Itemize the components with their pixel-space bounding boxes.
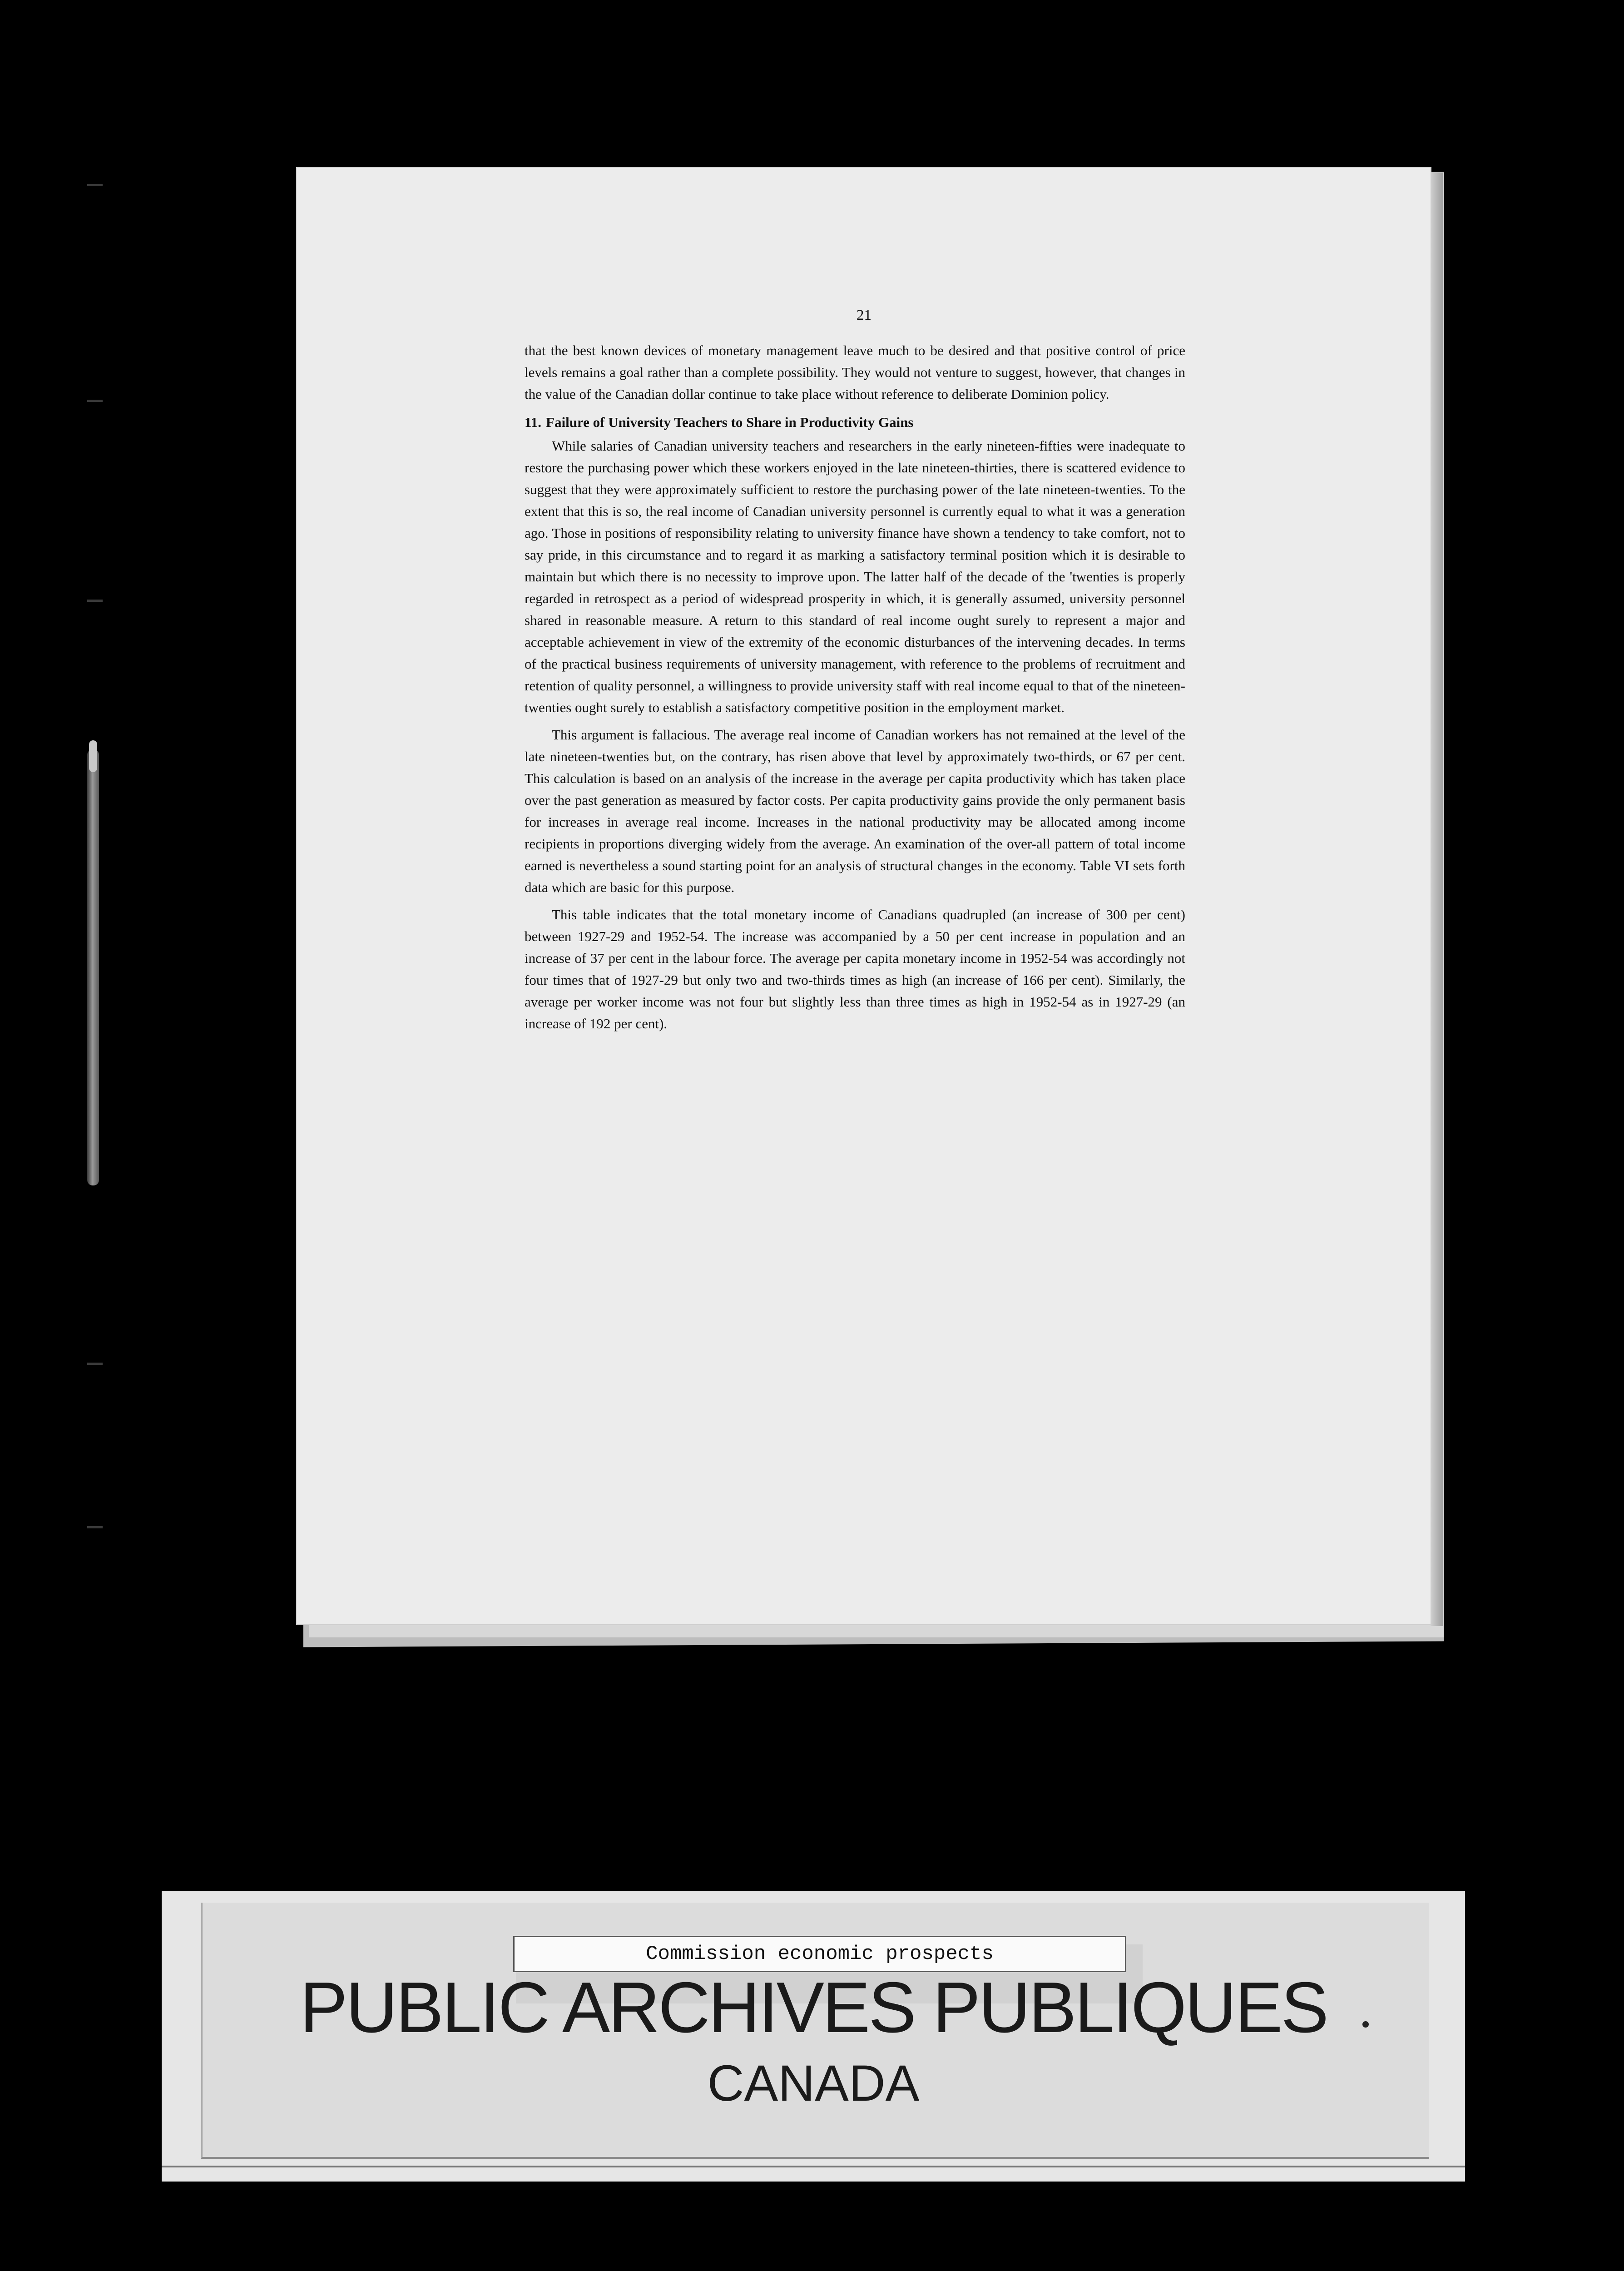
page-stack-edge: [1431, 173, 1443, 1626]
archive-title: PUBLIC ARCHIVES PUBLIQUES: [300, 1968, 1327, 2048]
paragraph-continued: that the best known devices of monetary management leave much to be desired and that positive control of price levels remains a goal rather than a complete possibility. They would not venture to suggest, however, that changes in the value of the Canadian dollar continue to take place without reference to deliberate Dominion policy.: [525, 342, 1185, 402]
banner-dot: [1362, 2021, 1369, 2028]
archive-subtitle: CANADA: [707, 2055, 920, 2112]
section-title: Failure of University Teachers to Share in Productivity Gains: [546, 414, 914, 430]
film-edge-tick: [87, 600, 103, 602]
collection-label: Commission economic prospects: [513, 1936, 1126, 1972]
film-edge-tick: [87, 400, 103, 402]
banner-rule: [162, 2166, 1465, 2167]
paragraph: This table indicates that the total monetary income of Canadians quadrupled (an increase of 300 per cent) between 1927-29 and 1952-54. The increase was accompanied by a 50 per cent increase in population and an increase of 37 per cent in the labour force. The average per capita monetary income in 1952-54 was accordingly not four times that of 1927-29 but only two and two-thirds times as high (an increase of 166 per cent). Similarly, the average per worker income was not four but slightly less than three times as high in 1952-54 as in 1927-29 (an increase of 192 per cent).: [525, 907, 1185, 1031]
page-text: [525, 304, 1185, 1040]
film-side-mark: [87, 749, 99, 1185]
film-edge-tick: [87, 184, 103, 186]
paragraph: While salaries of Canadian university teachers and researchers in the early nineteen-fifties were inadequate to restore the purchasing power which these workers enjoyed in the late nineteen-thirties, there is scattered evidence to suggest that they were approximately sufficient to restore the purchasing power of the late nineteen-twenties. To the extent that this is so, the real income of Canadian university personnel is currently equal to what it was a generation ago. Those in positions of responsibility relating to university finance have shown a tendency to take comfort, not to say pride, in this circumstance and to regard it as marking a satisfactory terminal position which it is desirable to maintain but which there is no necessity to improve upon. The latter half of the decade of the 'twenties is properly regarded in retrospect as a period of widespread prosperity in which, it is generally assumed, university personnel shared in reasonable measure. A return to this standard of real income ought surely to represent a major and acceptable achievement in view of the extremity of the economic disturbances of the intervening decades. In terms of the practical business requirements of university management, with reference to the problems of recruitment and retention of quality personnel, a willingness to provide university staff with real income equal to that of the nineteen-twenties ought surely to establish a satisfactory competitive position in the employment market.: [525, 438, 1185, 715]
paragraph: This argument is fallacious. The average real income of Canadian workers has not remained at the level of the late nineteen-twenties but, on the contrary, has risen above that level by approximately two-thirds, or 67 per cent. This calculation is based on an analysis of the increase in the average per capita productivity which has taken place over the past generation as measured by factor costs. Per capita productivity gains provide the only permanent basis for increases in average real income. Increases in the national productivity may be allocated among income recipients in proportions diverging widely from the average. An examination of the over-all pattern of total income earned is nevertheless a sound starting point for an analysis of structural changes in the economy. Table VI sets forth data which are basic for this purpose.: [525, 727, 1185, 895]
section-heading: [525, 412, 1185, 433]
film-edge-tick: [87, 1526, 103, 1528]
page-number: 21: [857, 307, 871, 323]
section-number: 11.: [525, 414, 542, 430]
film-edge-tick: [87, 1363, 103, 1365]
